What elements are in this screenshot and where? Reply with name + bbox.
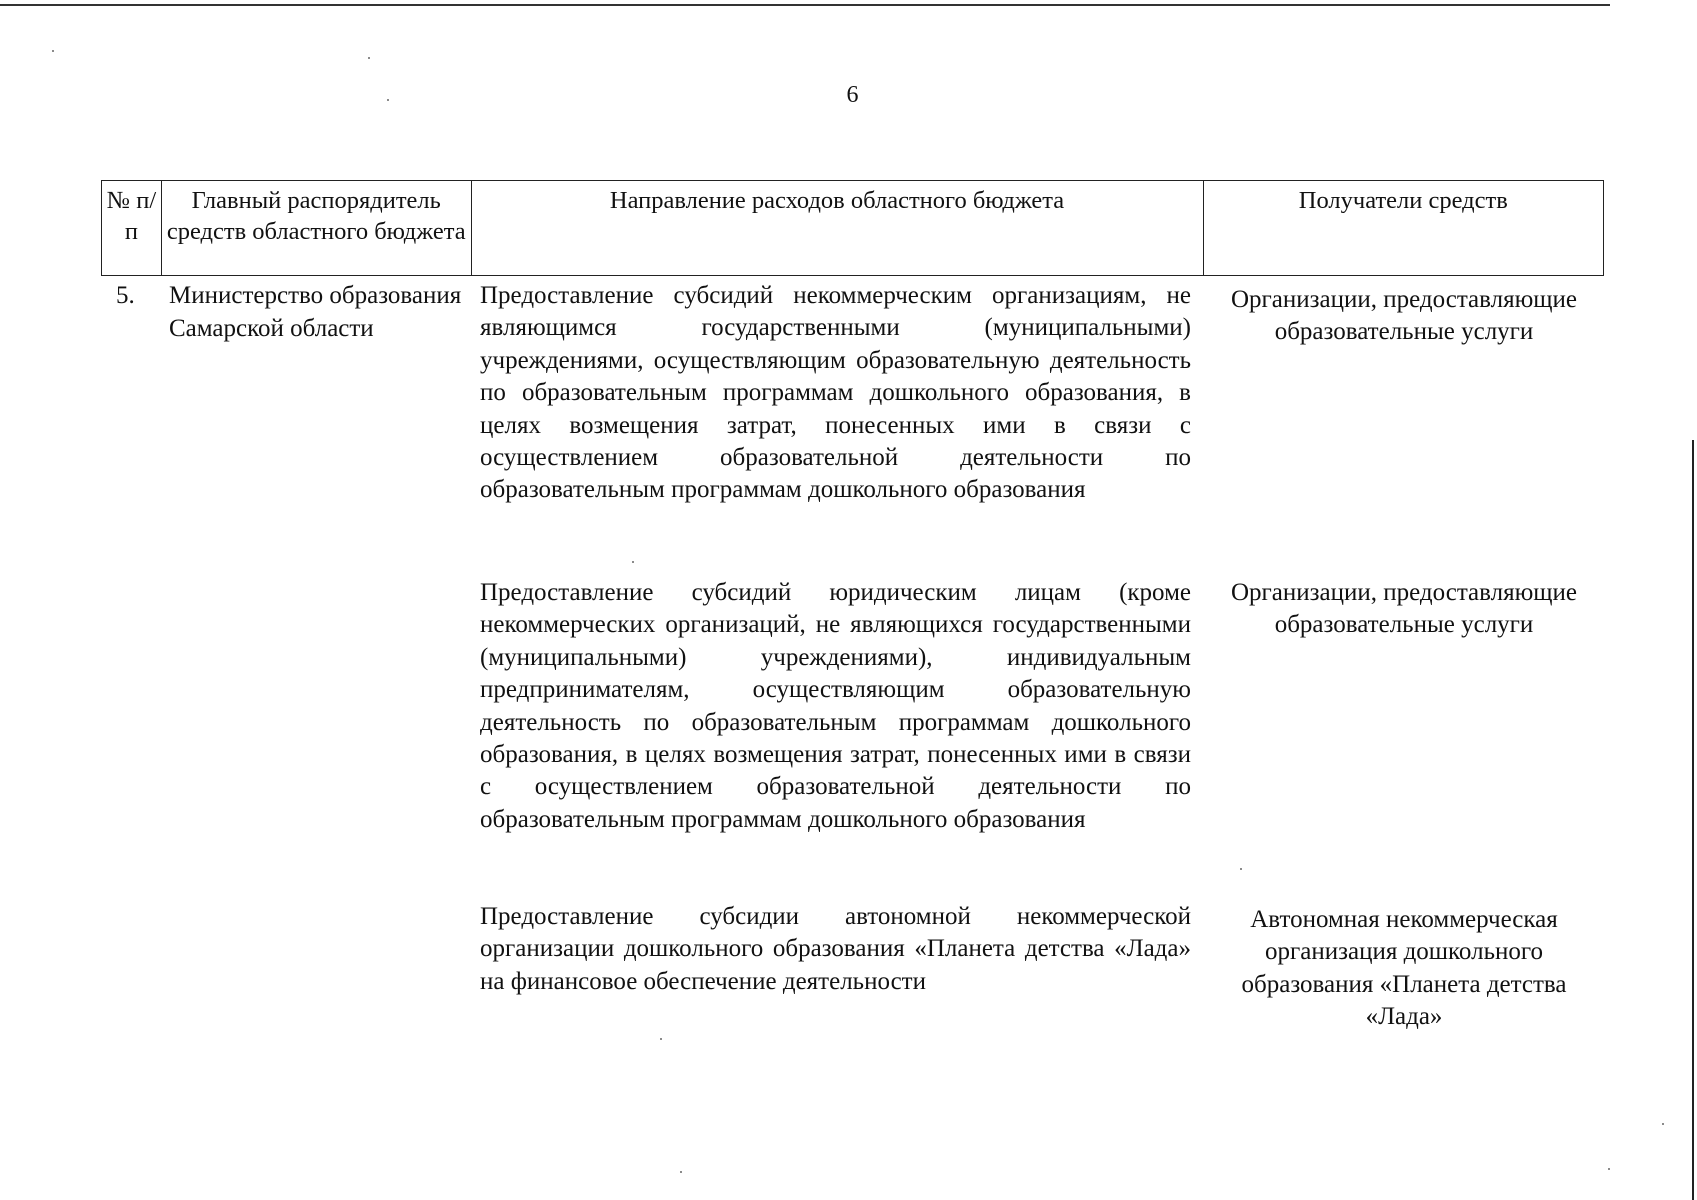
- header-number: № п/п: [106, 187, 157, 245]
- main-administrator-name: Министерство образования Самарской области: [169, 282, 462, 342]
- header-main-administrator: Главный распорядитель средств областного бюджета: [161, 181, 471, 275]
- scan-speck: [387, 99, 389, 101]
- scan-speck: [660, 1038, 662, 1040]
- scan-speck: [368, 57, 370, 59]
- scan-top-rule: [0, 4, 1610, 6]
- header-recipients: Получатели средств: [1203, 181, 1603, 275]
- recipient-2: Организации, предоставляющие образовательные услуги: [1230, 579, 1578, 639]
- header-expense-direction: Направление расходов областного бюджета: [471, 181, 1203, 275]
- expense-direction-3: Предоставление субсидии автономной некоммерческой организации дошкольного образования «Планета детства «Лада» на финансовое обеспечение деятельности: [480, 903, 1191, 995]
- scan-speck: [632, 561, 634, 563]
- row-number: 5.: [116, 282, 135, 309]
- scan-speck: [1240, 868, 1242, 870]
- expense-direction-2: Предоставление субсидий юридическим лицам (кроме некоммерческих организаций, не являющихся государственными (муниципальными) учреждениями), индивидуальным предпринимателям, осуществляющим образовательную деятельность по образовательным программам дошкольного образования, в целях возмещения затрат, понесенных ими в связи с осуществлением образовательной деятельности по образовательным программам дошкольного образования: [480, 579, 1191, 833]
- scan-speck: [52, 50, 54, 52]
- scan-right-edge: [1692, 440, 1694, 1200]
- recipient-3: Автономная некоммерческая организация дошкольного образования «Планета детства «Лада»: [1241, 906, 1567, 1031]
- page-number: 6: [846, 82, 859, 108]
- recipient-1: Организации, предоставляющие образовательные услуги: [1230, 286, 1578, 346]
- table-header: [101, 180, 1604, 276]
- scan-speck: [1662, 1123, 1664, 1125]
- expense-direction-1: Предоставление субсидий некоммерческим организациям, не являющимся государственными (муниципальными) учреждениями, осуществляющим образовательную деятельность по образовательным программам дошкольного образования, в целях возмещения затрат, понесенных ими в связи с осуществлением образовательной деятельности по образовательным программам дошкольного образования: [480, 282, 1191, 504]
- scan-speck: [680, 1171, 682, 1173]
- scan-speck: [1608, 1168, 1610, 1170]
